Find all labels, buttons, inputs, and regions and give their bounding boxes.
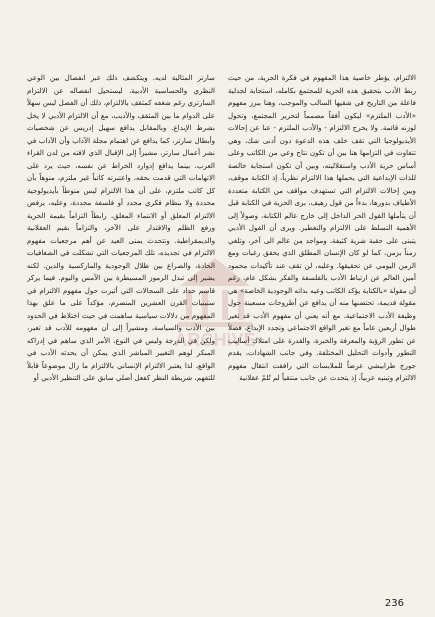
left-column-paragraph: سارتر المثالية لديه. ويتكشف ذلك عبر انفصال بين الوعي النظري والحساسية الأدبية، ليستحيل انفصاله عن الالتزام السارتري رغم شغفه كمثقف بالالتزام، ذلك أن الفصل ليس سهلاً على الدوام ما بين المثقف والأديب، مع أن الالتزام الأدبي لا يخل بشرط الإبداع. وبالمقابل يدافع سهيل إدريس عن شخصيات وأبطال سارتر، كما يدافع عن اهتمام مجلة الآداب وأن الآداب في نشر أعمال سارتر، مشيراً إلى الإقبال الذي لاقته من لدن القراء العرب. بينما يدافع إدوارد الخراط عن نفسه، حيث يرد على الاتهامات التي قدمت بحقه، واعتبرته كاتباً غير ملتزم، منوهاً بأن كل كاتب ملتزم، على أن هذا الالتزام ليس منوطاً بأيديولوجية محددة ولا بنظام فكري محدد أو فلسفة محددة، وعليه، يرفض الالتزام المعلق أو الانتماء المغلق، رابطاً التزاماً بقيمة الحرية ورفع الظلم والاقتدار على الآخر، والتزاماً بقيم العقلانية والديمقراطية. وتتحدث يمنى العيد عن أهم مرجعيات مفهوم الالتزام في تجديده، تلك المرجعيات التي تشكلت في الشغافيات الحادة، والصراع بين ظلال الوجودية والماركسية والدين. لكنه يشير إلى تبدل الرموز المسيطرة بين الأمس واليوم. فيما يركز قاسم حداد على السجالات التي أثيرت حول مفهوم الالتزام في ستينيات القرن العشرين المنصرم، مؤكداً على ما علق بهذا المفهوم من دلالات سياسية ساهمت في حيث اختلاط في الحدود بين الأدب والسياسة، ومشيراً إلى أن مفهومه للأدب قد تغير، ولكن في الدرجة وليس في النوع، الأمر الذي ساهم في إدراكه المبكر لوهم التغيير المباشر الذي يمكن أن يحدثه الأدب في الواقع، لذا يعتبر الالتزام الإنساني بالالتزام ما زال موضوعاً قابلاً للتفهم، شريطة النظر كفعل أصلي سابق على التنظير الأدبي أو [27, 73, 215, 382]
svg-text:ARCHIVE: ARCHIVE [174, 330, 256, 350]
page-number: 236 [384, 598, 404, 609]
text-column-left [27, 72, 215, 580]
right-column-paragraph: الالتزام، يؤطر خاصية هذا المفهوم في فكرة الحرية، من حيث ربط الأدب بتحقيق هذه الحرية للمجتمع بكامله، استجابة لجدلية فاعلة من التاريخ في شقيها السالب والموجب، وهنا يبرز مفهوم «الأدب الملتزم» ليكون أفقاً مصمماً لتحرير المجتمع، وتحول لوزنه قائمة. ولا يخرج الالتزام - والأدب الملتزم - عنا عن إحالات الأيديولوجيا التي تقف خلف هذه الدعوة دون أدنى شك، وهي تتفاوت في التزامها هنا بين أن تكون نتاج وعي من الكاتب وعلى أساس حرية الأدب واستقلاليته، وبين أن تكون استجابة خالصة للذات الإبداعية التي يحملها هذا الالتزام نظرياً، إذ الكتابة موقف، وبين إحالات الالتزام التي تستهدف مواقف من الكتابة متعددة الأطياف بدورها، بدءاً من قول رهيف، برى الحرية في الكتابة قبل أن يتأملها القول الحر الداخل إلى خارج عالم الكتابة، وصولاً إلى الأهمية التسلط على الالتزام والتغطير. ويرى أن القول الأدبي يتبنى على حقبة شرية كثيفة، ومواجد من عالم الى آخر، وتلغي زمناً بزمن، كما لو كان الإنسان المطلق الذي يحقق رغبات ومع الزمن اليومي عن تحقيقها. وعليه، لن تقف عند تأكيدات محمود أمين العالم عن ارتباط الأدب بالفلسفة والفكر بشكل عام، رغم أن مقولة «بالكتابة يؤكد الكاتب وعيه بذاته الوجودية الخاصة» هي مقولة قديمة، تحتضنها منه أن يدافع عن أطروحات مسعينة حول وظيفة الأدب الاجتماعية. مع أنه يعني أن مفهوم الأدب قد تغير طوال أربعين عاماً مع تغير الواقع الاجتماعي وتجدد الإبداع، فضلاً عن تطور الرؤية والمعرفة والخبرة، والقدرة على امتلاك أساليب التطور وأدوات التحليل المختلفة. وفي جانب الشهادات، يقدم جورج طرابيشي عرضاً للملابسات التي رافقت انتقال مفهوم الالتزام وتبنيه عربياً، إذ يتحدث عن جانب منتقياً لم تُلمّ عقلانية [228, 73, 416, 382]
text-column-right [228, 72, 416, 580]
